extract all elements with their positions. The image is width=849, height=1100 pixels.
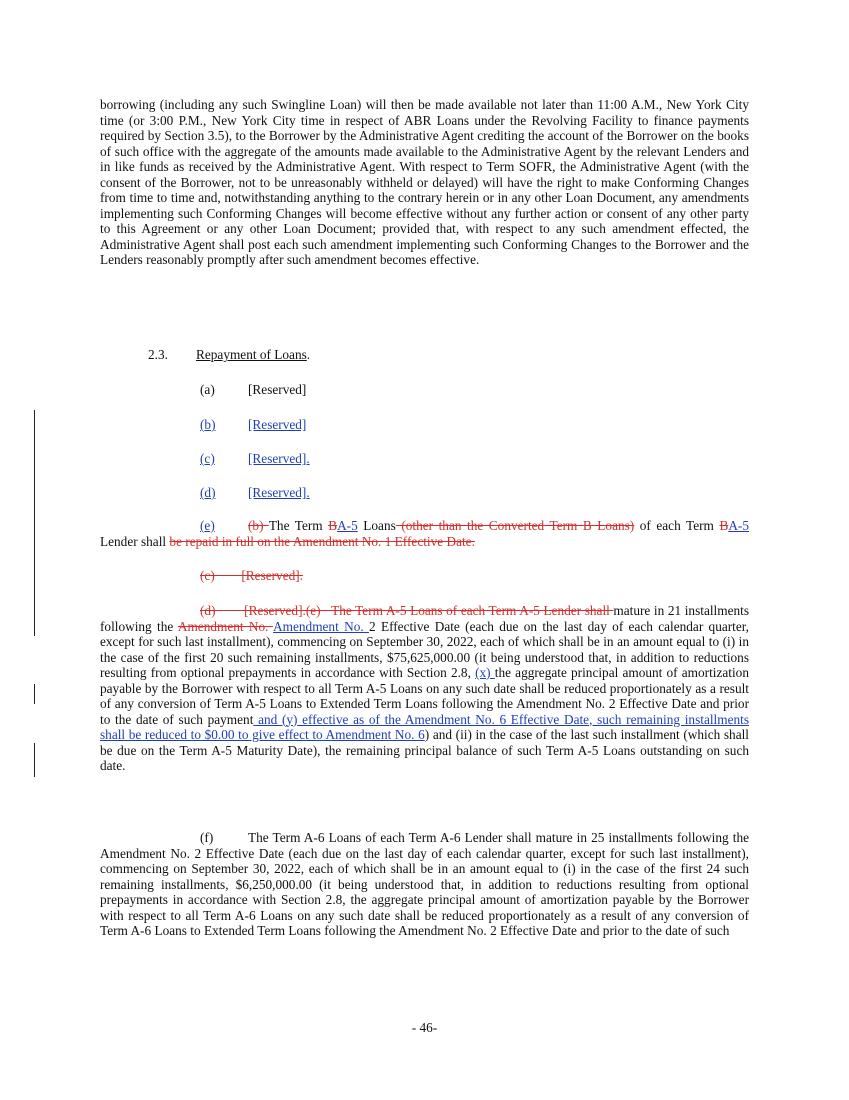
item-e-inserted-a5: A-5 bbox=[337, 518, 358, 533]
change-bar-3 bbox=[34, 743, 35, 777]
item-c-label: (c) bbox=[200, 451, 215, 466]
item-a-label: (a) bbox=[200, 382, 215, 397]
item-c bbox=[200, 451, 310, 467]
item-f-text: The Term A-6 Loans of each Term A-6 Lender shall mature in 25 installments following the Amendment No. 2 Effective Date (each due on the last day of each calendar quarter, except for such last installment), commencing on September 30, 2022, each of which shall be in an amount equal to (i) in the case of the first 24 such remaining installments, $6,250,000.00 (it being understood that, in addition to reductions resulting from optional prepayments in accordance with Section 2.8, the aggregate principal amount of amortization payable by the Borrower with respect to all Term A-6 Loans on any such date shall be reduced proportionately as a result of any conversion of Term A-6 Loans to Extended Term Loans following the Amendment No. 2 Effective Date and prior to the date of such bbox=[100, 830, 749, 938]
item-d-text: [Reserved]. bbox=[248, 485, 310, 500]
section-number: 2.3. bbox=[148, 347, 168, 362]
item-b-label: (b) bbox=[200, 417, 216, 432]
item-d-inserted-amendment: Amendment No. bbox=[273, 618, 369, 634]
paragraph-borrowing: borrowing (including any such Swingline Loan) will then be made available not later than 11:00 A.M., New York City time (or 3:00 P.M., New York City time in respect of ABR Loans under the Revolving Facility to finance payments required by Section 3.5), to the Borrower by the Administrative Agent crediting the account of the Borrower on the books of such office with the aggregate of the amounts made available to the Administrative Agent by the relevant Lenders and in like funds as received by the Administrative Agent. With respect to Term SOFR, the Administrative Agent (with the consent of the Borrower, not to be unreasonably withheld or delayed) will have the right to make Conforming Changes from time to time and, notwithstanding anything to the contrary herein or in any other Loan Document, any amendments implementing such Conforming Changes will become effective without any further action or consent of any other party to this Agreement or any other Loan Document; provided that, with respect to any such amendment effected, the Administrative Agent shall post each such amendment implementing such Conforming Changes to the Borrower and the Lenders reasonably promptly after such amendment becomes effective. bbox=[100, 97, 749, 267]
item-e-text-1: The Term bbox=[268, 518, 329, 533]
item-f bbox=[100, 830, 749, 939]
item-e-old-label: (b) bbox=[248, 518, 269, 533]
section-title: Repayment of Loans bbox=[196, 347, 307, 362]
item-d-inserted-y: and (y) effective as of the Amendment No. 6 Effective Date, such remaining installments shall be reduced to $0.00 to give effect to Amendment No. 6 bbox=[100, 711, 749, 742]
item-e-deleted-b-2: B bbox=[719, 518, 729, 533]
item-a bbox=[200, 382, 306, 398]
item-e-text-2: Loans bbox=[357, 518, 396, 533]
item-d-label: (d) bbox=[200, 485, 216, 500]
item-e-text-3: of each Term bbox=[634, 518, 720, 533]
item-e-deleted-converted: (other than the Converted Term B Loans) bbox=[395, 518, 635, 533]
item-e-deleted-b: B bbox=[328, 518, 338, 533]
item-f-label: (f) bbox=[200, 830, 214, 845]
section-title-period: . bbox=[306, 347, 311, 362]
item-d-deleted-amendment: Amendment No. bbox=[177, 618, 274, 634]
item-d-text-1: mature in 21 installments following the bbox=[100, 603, 749, 634]
item-c-text: [Reserved]. bbox=[248, 451, 310, 466]
item-d-inserted-x: (x) bbox=[475, 665, 495, 680]
section-heading bbox=[148, 347, 310, 363]
item-e-deleted-repaid: be repaid in full on the Amendment No. 1 Effective Date. bbox=[169, 533, 475, 549]
change-bar-1 bbox=[34, 410, 35, 636]
item-d bbox=[200, 485, 310, 501]
item-d-text-2: 2 Effective Date (each due on the last day of each calendar quarter, except for such last installment), commencing on September 30, 2022, each of which shall be in an amount equal to (i) in the case of the first 20 such remaining installments, $75,625,000.00 (it being understood that, in addition to reductions resulting from optional prepayments in accordance with Section 2.8, bbox=[100, 618, 749, 680]
item-e bbox=[100, 518, 749, 549]
item-d-text-4: ) and (ii) in the case of the last such installment (which shall be due on the Term A-5 Maturity Date), the remaining principal balance of such Term A-5 Loans outstanding on such date. bbox=[100, 727, 749, 773]
item-a-text: [Reserved] bbox=[248, 382, 307, 397]
item-b-text: [Reserved] bbox=[248, 417, 307, 432]
change-bar-2 bbox=[34, 684, 35, 704]
item-d-text-3: the aggregate principal amount of amortization payable by the Borrower with respect to all Term A-5 Loans on any such date shall be reduced proportionately as a result of any conversion of Term A-5 Loans to Extended Term Loans following the Amendment No. 2 Effective Date and prior to the date of such payment bbox=[100, 665, 749, 727]
item-e-text-4: Lender shall bbox=[100, 533, 170, 549]
item-e-label: (e) bbox=[200, 518, 215, 533]
item-c-deleted: (c) [Reserved]. bbox=[200, 568, 304, 583]
page-number: - 46- bbox=[411, 1020, 438, 1035]
item-d-deleted-lead: (d) [Reserved].(e) The Term A-5 Loans of each Term A-5 Lender shall bbox=[200, 603, 614, 618]
item-b bbox=[200, 417, 306, 433]
item-e-inserted-a5-2: A-5 bbox=[728, 518, 749, 533]
item-d-e-amortization bbox=[100, 603, 749, 774]
